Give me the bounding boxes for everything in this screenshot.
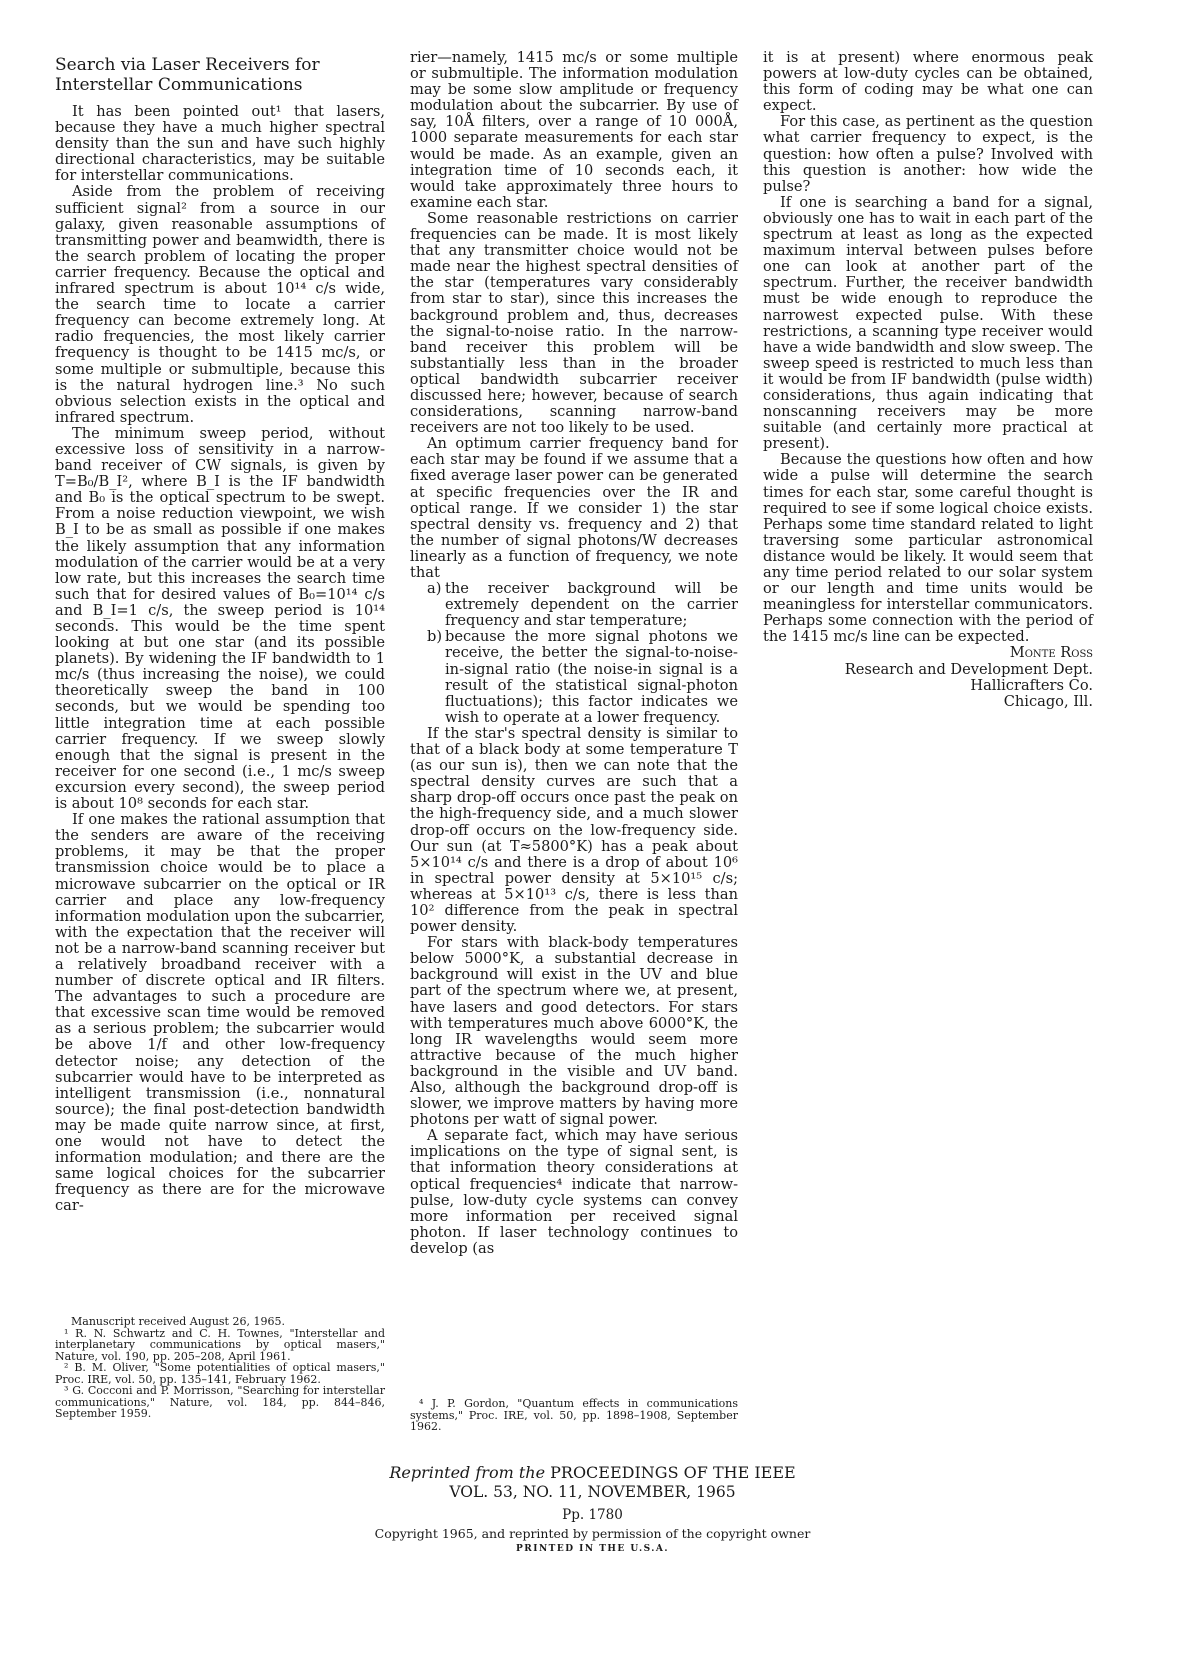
footnote: ³ G. Cocconi and P. Morrisson, "Searching for interstellar communications," Nature, vol. 184, pp. 844–846, September 1959. bbox=[55, 1384, 385, 1420]
consideration-list bbox=[427, 581, 738, 726]
footnote: ² B. M. Oliver, "Some potentialities of optical masers," Proc. IRE, vol. 50, pp. 135–141, February 1962. bbox=[55, 1361, 385, 1386]
article-column-1 bbox=[55, 50, 385, 1214]
list-item-text: the receiver background will be extremely dependent on the carrier frequency and star temperature; bbox=[445, 580, 738, 630]
reprint-prefix: Reprinted from the bbox=[389, 1463, 546, 1482]
paragraph: it is at present) where enormous peak powers at low-duty cycles can be obtained, this form of coding may be what one can expect. bbox=[763, 49, 1093, 115]
copyright-notice: Copyright 1965, and reprinted by permission of the copyright owner bbox=[374, 1526, 811, 1541]
list-item-text: because the more signal photons we receive, the better the signal-to-noise-in-signal ratio (the noise-in signal is a result of the statistical signal-photon fluctuations); this factor indicates we wish to operate at a lower frequency. bbox=[445, 628, 738, 726]
footnote: Manuscript received August 26, 1965. bbox=[71, 1315, 285, 1328]
paragraph: For stars with black-body temperatures below 5000°K, a substantial decrease in background will exist in the UV and blue part of the spectrum where we, at present, have lasers and good detectors. For stars with temperatures much above 6000°K, the long IR wavelengths would seem more attractive because of the much higher background in the visible and UV band. Also, although the background drop-off is slower, we improve matters by having more photons per watt of signal power. bbox=[410, 934, 738, 1129]
paragraph: rier—namely, 1415 mc/s or some multiple or submultiple. The information modulation may be some slow amplitude or frequency modulation about the subcarrier. By use of say, 10Å filters, over a range of 10 000Å, 1000 separate measurements for each star would be made. As an example, given an integration time of 10 seconds each, it would take approximately three hours to examine each star. bbox=[410, 49, 738, 211]
printed-in-notice: PRINTED IN THE U.S.A. bbox=[515, 1544, 670, 1554]
reprint-notice bbox=[0, 1463, 1185, 1556]
article-column-2 bbox=[410, 50, 738, 1257]
paragraph: Aside from the problem of receiving sufficient signal² from a source in our galaxy, given reasonable assumptions of transmitting power and beamwidth, there is the search problem of locating the proper carrier frequency. Because the optical and infrared spectrum is about 10¹⁴ c/s wide, the search time to locate a carrier frequency can become extremely long. At radio frequencies, the most likely carrier frequency is thought to be 1415 mc/s, or some multiple or submultiple, because this is the natural hydrogen line.³ No such obvious selection exists in the optical and infrared spectrum. bbox=[55, 183, 385, 426]
paragraph: The minimum sweep period, without excessive loss of sensitivity in a narrow-band receiver of CW signals, is given by T=B₀/B_I², where B_I is the IF bandwidth and B₀ is the optical spectrum to be swept. From a noise reduction viewpoint, we wish B_I to be as small as possible if one makes the likely assumption that any information modulation of the carrier would be at a very low rate, but this increases the search time such that for desired values of B₀=10¹⁴ c/s and B_I=1 c/s, the sweep period is 10¹⁴ seconds. This would be the time spent looking at but one star (and its possible planets). By widening the IF bandwidth to 1 mc/s (thus increasing the noise), we could theoretically sweep the band in 100 seconds, but we would be spending too little integration time at each possible carrier frequency. If we sweep slowly enough that the signal is present in the receiver for one second (i.e., 1 mc/s sweep excursion every second), the sweep period is about 10⁸ seconds for each star. bbox=[55, 424, 385, 813]
author-signature bbox=[763, 645, 1093, 709]
author-company: Hallicrafters Co. bbox=[970, 676, 1093, 694]
author-department: Research and Development Dept. bbox=[844, 660, 1093, 678]
article-column-3 bbox=[763, 50, 1093, 710]
list-item-label: a) bbox=[427, 580, 442, 598]
list-item bbox=[427, 581, 738, 629]
paragraph: If one is searching a band for a signal, obviously one has to wait in each part of the spectrum at least as long as the expected maximum interval between pulses before one can look at another part of the spectrum. Further, the receiver bandwidth must be wide enough to reproduce the narrowest expected pulse. With these restrictions, a scanning type receiver would have a wide bandwidth and slow sweep. The sweep speed is restricted to much less than it would be from IF bandwidth (pulse width) considerations, thus again indicating that nonscanning receivers may be more suitable (and certainly more practical at present). bbox=[763, 193, 1093, 453]
list-item bbox=[427, 629, 738, 726]
paragraph: If one makes the rational assumption that the senders are aware of the receiving problems, it may be that the proper transmission choice would be to place a microwave subcarrier on the optical or IR carrier and place any low-frequency information modulation upon the subcarrier, with the expectation that the receiver will not be a narrow-band scanning receiver but a relatively broadband receiver with a number of discrete optical and IR filters. The advantages to such a procedure are that excessive scan time would be removed as a serious problem; the subcarrier would be above 1/f and other low-frequency detector noise; any detection of the subcarrier would have to be interpreted as intelligent transmission (i.e., nonnatural source); the final post-detection bandwidth may be made quite narrow since, at first, one would not have to detect the information modulation; and there are the same logical choices for the subcarrier frequency as there are for the microwave car- bbox=[55, 811, 385, 1215]
paragraph: For this case, as pertinent as the question what carrier frequency to expect, is the question: how often a pulse? Involved with this question is another: how wide the pulse? bbox=[763, 113, 1093, 195]
paragraph: An optimum carrier frequency band for each star may be found if we assume that a fixed average laser power can be generated at specific frequencies over the IR and optical range. If we consider 1) the star spectral density vs. frequency and 2) that the number of signal photons/W decreases linearly as a function of frequency, we note that bbox=[410, 435, 738, 581]
paragraph: A separate fact, which may have serious implications on the type of signal sent, is that information theory considerations at optical frequencies⁴ indicate that narrow-pulse, low-duty cycle systems can convey more information per received signal photon. If laser technology continues to develop (as bbox=[410, 1127, 738, 1257]
paragraph: Because the questions how often and how wide a pulse will determine the search times for each star, some careful thought is required to see if some logical choice exists. Perhaps some time standard related to light traversing some particular astronomical distance would be likely. It would seem that any time period related to our solar system or our length and time units would be meaningless for interstellar communicators. Perhaps some connection with the period of the 1415 mc/s line can be expected. bbox=[763, 451, 1093, 646]
footnote: ¹ R. N. Schwartz and C. H. Townes, "Interstellar and interplanetary communications by optical masers," Nature, vol. 190, pp. 205–208, April 1961. bbox=[55, 1326, 385, 1363]
article-title: Search via Laser Receivers for Interstellar Communications bbox=[55, 55, 320, 95]
list-item-label: b) bbox=[427, 628, 443, 646]
volume-issue: VOL. 53, NO. 11, NOVEMBER, 1965 bbox=[449, 1483, 736, 1501]
paragraph: If the star's spectral density is similar to that of a black body at some temperature T (as our sun is), then we can note that the spectral density curves are such that a sharp drop-off occurs once past the peak on the high-frequency side, and a much slower drop-off occurs on the low-frequency side. Our sun (at T≈5800°K) has a peak about 5×10¹⁴ c/s and there is a drop of about 10⁶ in spectral power density at 5×10¹⁵ c/s; whereas at 5×10¹³ c/s, there is less than 10² difference from the peak in spectral power density. bbox=[410, 724, 738, 936]
paragraph: Some reasonable restrictions on carrier frequencies can be made. It is most likely that any transmitter choice would not be made near the highest spectral densities of the star (temperatures vary considerably from star to star), since this increases the background problem and, thus, decreases the signal-to-noise ratio. In the narrow-band receiver this problem will be substantially less than in the broader optical bandwidth subcarrier receiver discussed here; however, because of search considerations, scanning narrow-band receivers are not too likely to be used. bbox=[410, 209, 738, 437]
author-city: Chicago, Ill. bbox=[1003, 692, 1093, 710]
author-name: Monte Ross bbox=[1009, 644, 1093, 662]
footnotes-right bbox=[410, 1398, 738, 1433]
page-number: Pp. 1780 bbox=[562, 1507, 623, 1523]
footnotes-left bbox=[55, 1316, 385, 1420]
journal-name: PROCEEDINGS OF THE IEEE bbox=[550, 1463, 796, 1482]
paragraph: It has been pointed out¹ that lasers, because they have a much higher spectral density than the sun and have such highly directional characteristics, may be suitable for interstellar communications. bbox=[55, 103, 385, 185]
reprint-source-line bbox=[0, 1463, 1185, 1483]
footnote: ⁴ J. P. Gordon, "Quantum effects in communications systems," Proc. IRE, vol. 50, pp. 1898–1908, September 1962. bbox=[410, 1397, 738, 1433]
